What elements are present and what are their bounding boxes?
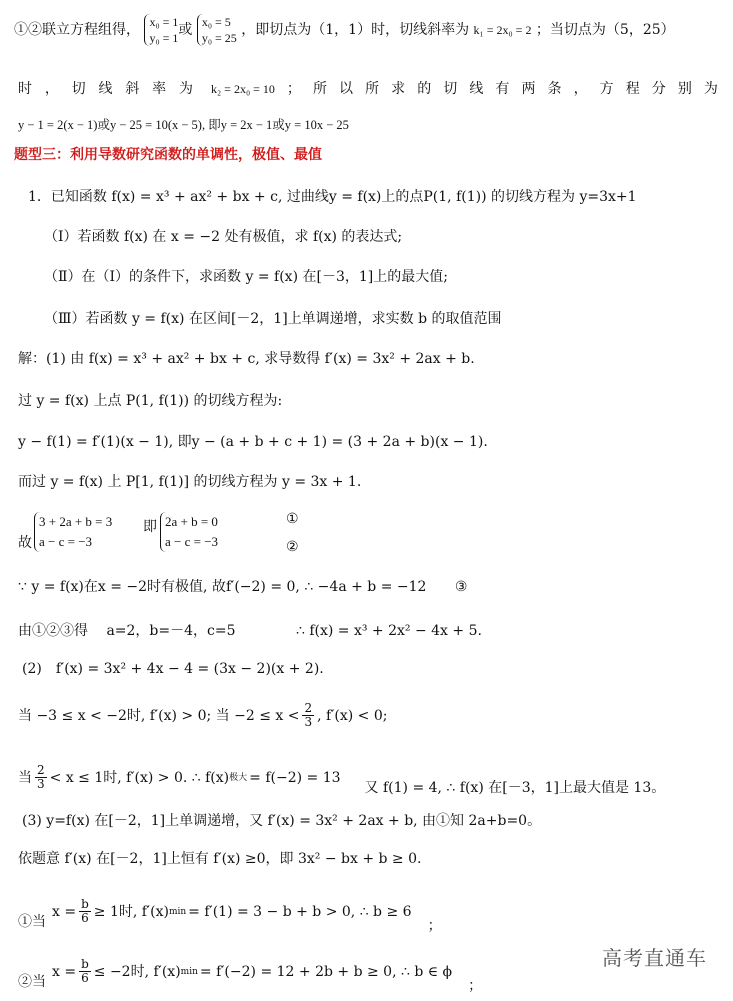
solution-2: 过 y = f(x) 上点 P(1, f(1)) 的切线方程为:: [18, 393, 283, 409]
justified-word: ，: [44, 81, 59, 97]
marker: ③: [454, 579, 468, 595]
justified-word: 切: [71, 81, 86, 97]
justified-word: 别: [677, 81, 692, 97]
formula: k₁ = 2x₀ = 2: [473, 23, 532, 37]
justified-word: 分: [651, 81, 666, 97]
justified-word: 所: [312, 81, 327, 97]
justified-word: 线: [469, 81, 484, 97]
justified-word: 程: [625, 81, 640, 97]
question-1-part-i: （Ⅰ）若函数 f(x) 在 x = −2 处有极值，求 f(x) 的表达式;: [44, 229, 403, 245]
justified-text: [287, 80, 718, 98]
subscript: min: [168, 906, 187, 917]
justified-word: 方: [599, 81, 614, 97]
marker: ②: [286, 539, 299, 555]
solution-13: ①当 x = $\frac{b}{6}$ ≥ 1时, f′(x) min = f′(1) = 3 − b + b > 0, ∴ b ≥ 6 ；: [18, 897, 442, 934]
justified-word: ；: [286, 81, 301, 97]
line-1: [14, 14, 675, 46]
text: ，即切点为（1，1）时，切线斜率为: [241, 22, 470, 38]
fraction: $\frac{b}{6}$: [81, 957, 89, 985]
question-1: 1．已知函数 f(x) = x³ + ax² + bx + c, 过曲线y = f(x)上的点P(1, f(1)) 的切线方程为 y=3x+1: [28, 189, 637, 205]
watermark: 高考直通车: [602, 946, 707, 970]
solution-8: (2) f′(x) = 3x² + 4x − 4 = (3x − 2)(x + 2).: [22, 661, 324, 677]
fraction: 2 3: [37, 763, 45, 791]
system-b: x₀ = 5 y₀ = 25: [197, 14, 237, 46]
justified-word: 切: [443, 81, 458, 97]
line-3: y − 1 = 2(x − 1)或y − 25 = 10(x − 5), 即y = 2x − 1或y = 10x − 25: [18, 118, 349, 132]
justified-word: 的: [417, 81, 432, 97]
formula: ∴ f(x) = x³ + 2x² − 4x + 5.: [295, 623, 482, 639]
justified-word: 斜: [125, 81, 140, 97]
justified-word: 两: [521, 81, 536, 97]
text: ；当切点为（5，25）: [535, 22, 675, 38]
line-2: [18, 80, 718, 98]
solution-1: 解：(1) 由 f(x) = x³ + ax² + bx + c, 求导数得 f′(x) = 3x² + 2ax + b.: [18, 351, 475, 367]
system-a: x₀ = 1 y₀ = 1: [144, 14, 178, 46]
solution-10: 当 2 3 < x ≤ 1时, f′(x) > 0. ∴ f(x) 极大 = f(−2) = 13 又 f(1) = 4, ∴ f(x) 在[－3，1]上最大值是 13。: [18, 763, 666, 796]
text: 或: [178, 22, 193, 38]
justified-word: 所: [365, 81, 380, 97]
formula: k₂ = 2x₀ = 10: [211, 82, 275, 96]
solution-9: 当 −3 ≤ x < −2时, f′(x) > 0; 当 −2 ≤ x < 2 3 , f′(x) < 0;: [18, 701, 388, 729]
section-title: 题型三：利用导数研究函数的单调性，极值、最值: [14, 147, 322, 163]
question-1-part-iii: （Ⅲ）若函数 y = f(x) 在区间[－2，1]上单调递增，求实数 b 的取值范围: [44, 311, 502, 327]
system-d: 2a + b = 0 a − c = −3: [160, 512, 218, 552]
fraction: 2 3: [304, 701, 313, 729]
text: ①②联立方程组得，: [14, 22, 140, 38]
justified-text: [18, 80, 193, 98]
justified-word: 条: [547, 81, 562, 97]
justified-word: 线: [98, 81, 113, 97]
justified-word: 为: [703, 81, 718, 97]
marker: ①: [286, 511, 299, 527]
fraction: $\frac{b}{6}$: [81, 897, 89, 925]
solution-12: 依题意 f′(x) 在[－2，1]上恒有 f′(x) ≥0，即 3x² − bx + b ≥ 0.: [18, 851, 422, 867]
solution-11: (3) y=f(x) 在[－2，1]上单调递增，又 f′(x) = 3x² + 2ax + b, 由①知 2a+b=0。: [22, 813, 542, 829]
solution-7: 由①②③得 a=2，b=－4，c=5 ∴ f(x) = x³ + 2x² − 4x + 5.: [18, 623, 482, 639]
solution-3: y − f(1) = f′(1)(x − 1), 即y − (a + b + c + 1) = (3 + 2a + b)(x − 1).: [18, 434, 488, 450]
subscript: min: [180, 966, 198, 977]
justified-word: ，: [573, 81, 588, 97]
justified-word: 求: [391, 81, 406, 97]
question-1-part-ii: （Ⅱ）在（Ⅰ）的条件下，求函数 y = f(x) 在[－3，1]上的最大值;: [44, 269, 448, 285]
text: 又 f(1) = 4, ∴ f(x) 在[－3，1]上最大值是 13。: [364, 779, 666, 796]
solution-6: ∵ y = f(x)在x = −2时有极值, 故f′(−2) = 0, ∴ −4a + b = −12 ③: [18, 579, 468, 595]
justified-word: 率: [152, 81, 167, 97]
solution-4: 而过 y = f(x) 上 P[1, f(1)] 的切线方程为 y = 3x + 1.: [18, 474, 362, 490]
solution-14: ②当 x = $\frac{b}{6}$ ≤ −2时, f′(x) min = f′(−2) = 12 + 2b + b ≥ 0, ∴ b ∈ ϕ ；: [18, 957, 483, 994]
justified-word: 时: [18, 81, 32, 97]
justified-word: 为: [178, 81, 193, 97]
text: 即: [143, 519, 157, 535]
justified-word: 以: [339, 81, 354, 97]
subscript: 极大: [229, 772, 248, 783]
system-c: 3 + 2a + b = 3 a − c = −3: [34, 512, 112, 552]
text: 故: [18, 535, 32, 551]
justified-word: 有: [495, 81, 510, 97]
